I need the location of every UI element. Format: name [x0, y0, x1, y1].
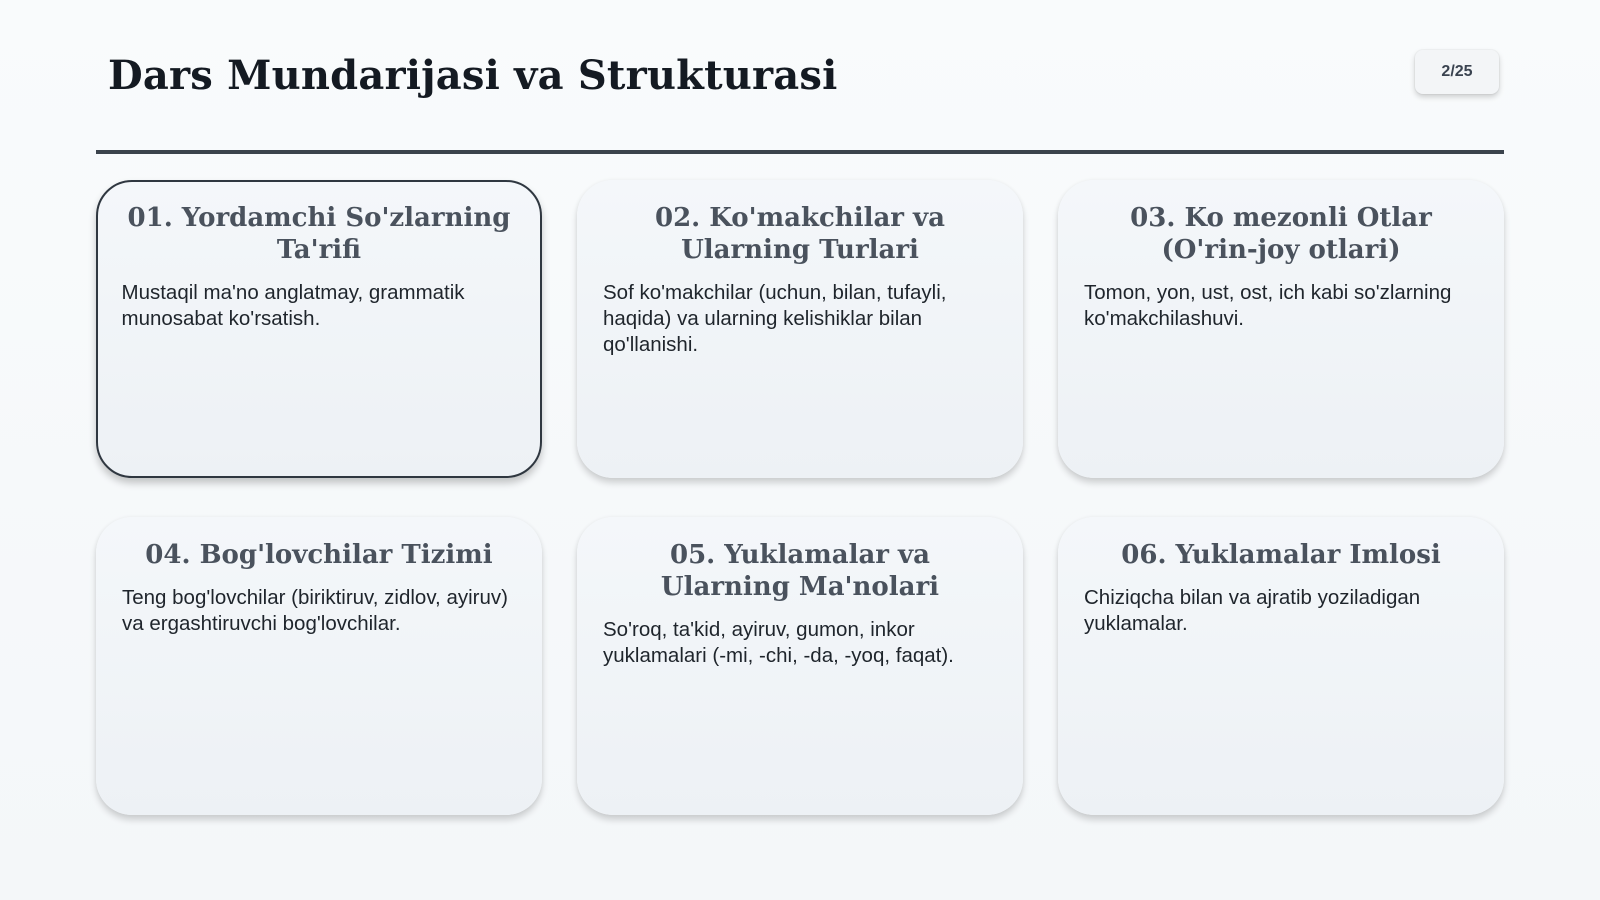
title-divider — [96, 150, 1504, 154]
topic-card-description: Mustaqil ma'no anglatmay, grammatik munosabat ko'rsatish. — [121, 280, 465, 330]
topic-card-title: 03. Ko mezonli Otlar (O'rin-joy otlari) — [1130, 203, 1432, 265]
slide-title: Dars Mundarijasi va Strukturasi — [108, 52, 838, 99]
topic-card-description: So'roq, ta'kid, ayiruv, gumon, inkor yuklamalari (-mi, -chi, -da, -yoq, faqat). — [603, 618, 954, 667]
topic-card-1[interactable] — [96, 180, 542, 478]
topic-card-title: 01. Yordamchi So'zlarning Ta'rifi — [127, 202, 511, 265]
topic-card-title: 04. Bog'lovchilar Tizimi — [145, 540, 493, 570]
topic-card-title: 06. Yuklamalar Imlosi — [1121, 540, 1441, 570]
topic-card-2[interactable] — [577, 180, 1023, 478]
topic-card-description: Tomon, yon, ust, ost, ich kabi so'zlarning ko'makchilashuvi. — [1084, 281, 1452, 330]
topic-card-description: Chiziqcha bilan va ajratib yoziladigan yuklamalar. — [1084, 586, 1421, 635]
topic-card-4[interactable] — [96, 517, 542, 815]
page-indicator-badge: 2/25 — [1415, 50, 1499, 94]
topic-card-title: 02. Ko'makchilar va Ularning Turlari — [654, 203, 946, 265]
topic-card-description: Sof ko'makchilar (uchun, bilan, tufayli, haqida) va ularning kelishiklar bilan qo'llanishi. — [603, 281, 947, 356]
topic-card-5[interactable] — [577, 517, 1023, 815]
topic-card-title: 05. Yuklamalar va Ularning Ma'nolari — [660, 540, 940, 602]
topic-card-6[interactable] — [1058, 517, 1504, 815]
topic-card-description: Teng bog'lovchilar (biriktiruv, zidlov, ayiruv) va ergashtiruvchi bog'lovchilar. — [122, 586, 508, 635]
topic-card-3[interactable] — [1058, 180, 1504, 478]
